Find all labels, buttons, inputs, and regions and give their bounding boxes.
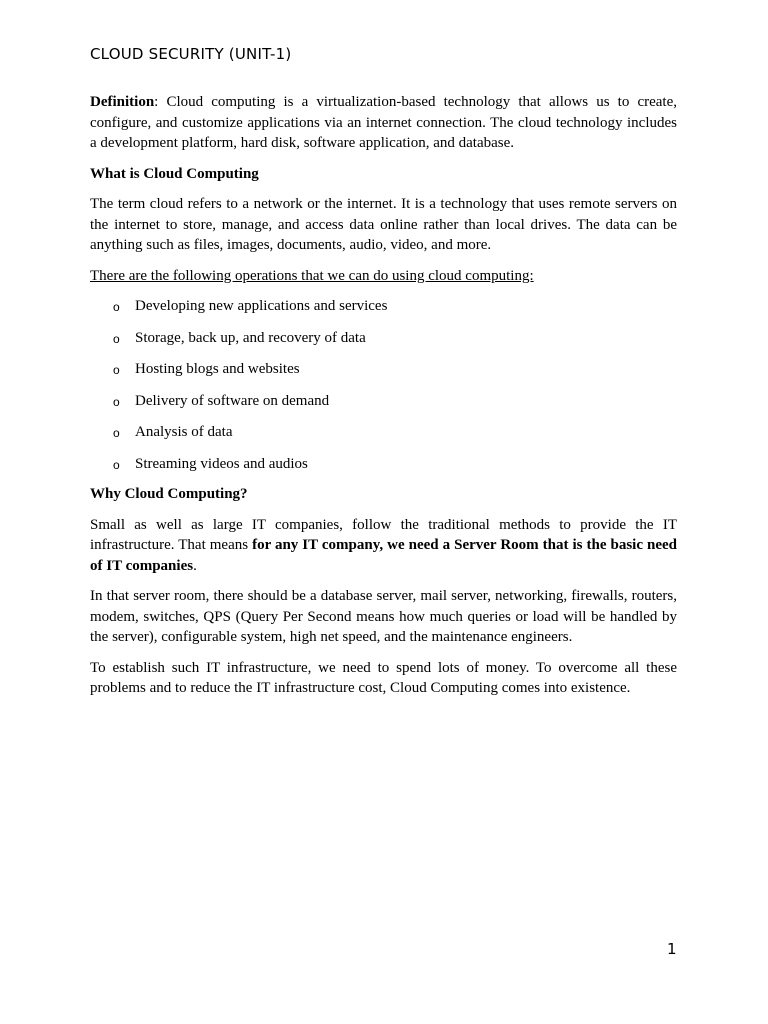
what-is-heading: What is Cloud Computing	[90, 165, 259, 182]
bullet-icon: o	[113, 394, 120, 409]
why-p1-end: .	[193, 557, 197, 574]
list-item-text: Hosting blogs and websites	[135, 361, 300, 377]
document-body	[90, 92, 677, 709]
why-p1-start: Small as well as large IT companies, follow the traditional methods to provide the IT infrastructure. That means	[90, 516, 677, 553]
why-paragraph-1	[90, 515, 677, 577]
definition-term: Definition	[90, 94, 155, 110]
bullet-icon: o	[113, 457, 120, 472]
list-item-text: Developing new applications and services	[135, 298, 388, 314]
list-item-text: Analysis of data	[135, 424, 233, 440]
bullet-icon: o	[113, 426, 120, 440]
list-item-text: Storage, back up, and recovery of data	[135, 329, 366, 346]
list-item	[90, 359, 677, 380]
operations-intro	[90, 266, 677, 287]
page-title: CLOUD SECURITY (UNIT-1)	[90, 45, 292, 63]
bullet-icon: o	[113, 363, 120, 377]
operations-list	[90, 296, 677, 474]
definition-text: : Cloud computing is a virtualization-based technology that allows us to create, configure, and customize applications via an internet connection. The cloud technology includes a development platform, hard disk, software application, and database.	[90, 94, 677, 151]
list-item	[90, 328, 677, 349]
definition-paragraph	[90, 92, 677, 154]
what-is-paragraph: The term cloud refers to a network or the internet. It is a technology that uses remote servers on the internet to store, manage, and access data online rather than local drives. The data can be anything such as files, images, documents, audio, video, and more.	[90, 196, 677, 253]
why-paragraph-3: To establish such IT infrastructure, we need to spend lots of money. To overcome all these problems and to reduce the IT infrastructure cost, Cloud Computing comes into existence.	[90, 659, 677, 696]
bullet-icon: o	[113, 300, 120, 314]
list-item	[90, 454, 677, 475]
why-heading: Why Cloud Computing?	[90, 486, 248, 502]
operations-intro-text: There are the following operations that we can do using cloud computing:	[90, 267, 534, 284]
list-item-text: Delivery of software on demand	[135, 392, 330, 409]
page-number: 1	[667, 940, 677, 958]
list-item	[90, 422, 677, 443]
why-paragraph-2: In that server room, there should be a database server, mail server, networking, firewalls, routers, modem, switches, QPS (Query Per Second means how much queries or load will be handled by the server), configurable system, high net speed, and the maintenance engineers.	[90, 588, 677, 645]
list-item	[90, 391, 677, 412]
bullet-icon: o	[113, 331, 120, 346]
list-item	[90, 296, 677, 317]
list-item-text: Streaming videos and audios	[135, 455, 308, 472]
why-p1-bold: for any IT company, we need a Server Room that is the basic need of IT companies	[90, 537, 677, 574]
